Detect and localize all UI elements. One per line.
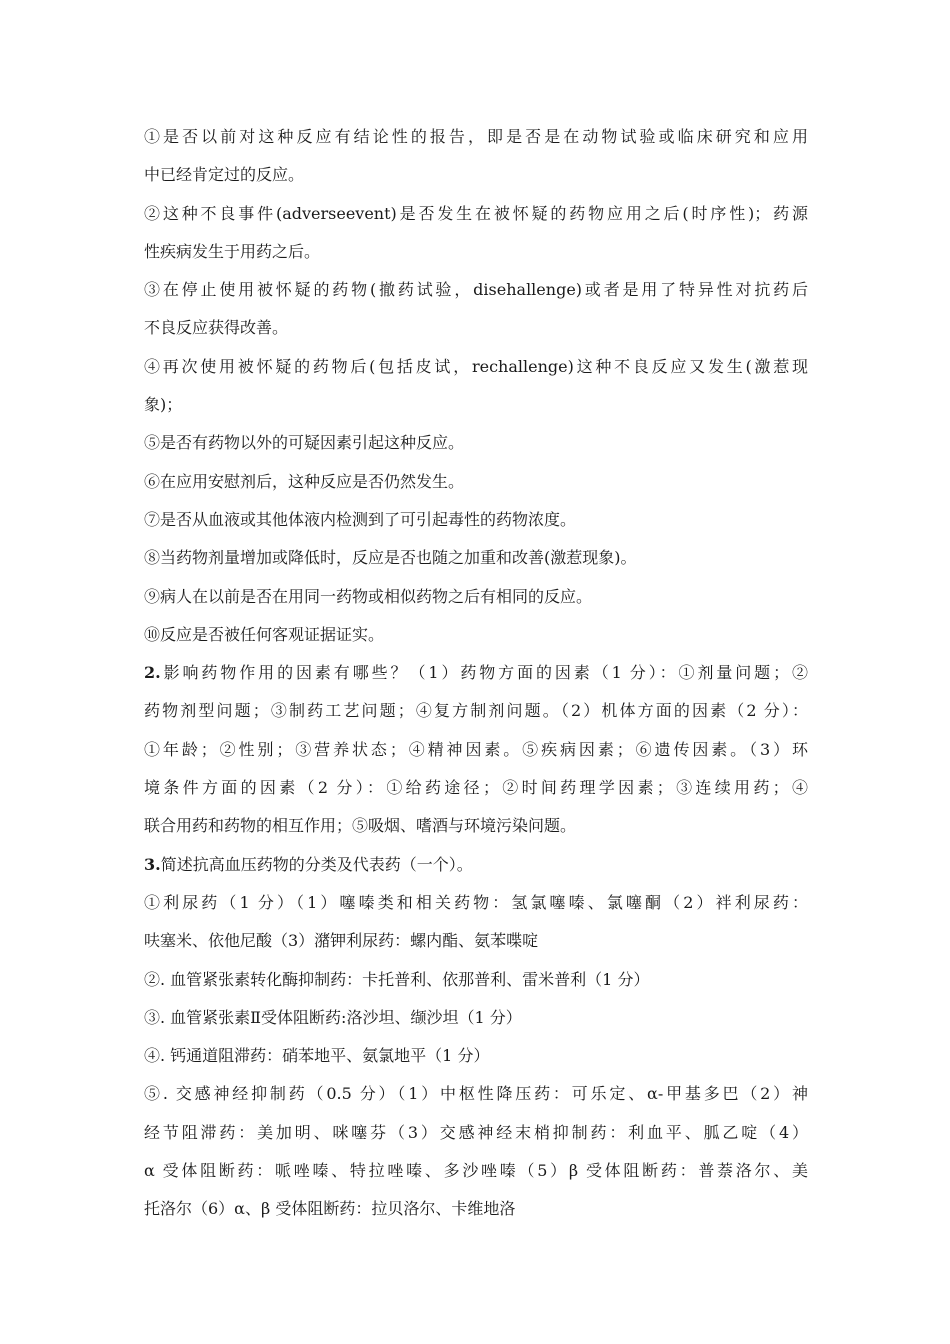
sympatholytics-line-3: α 受体阻断药：哌唑嗪、特拉唑嗪、多沙唑嗪（5）β 受体阻断药：普萘洛尔、美 bbox=[144, 1161, 808, 1181]
criterion-8: ⑧当药物剂量增加或降低时，反应是否也随之加重和改善(激惹现象)。 bbox=[144, 548, 637, 568]
criterion-4-line-2: 象)； bbox=[144, 395, 183, 415]
criterion-4-line-1: ④再次使用被怀疑的药物后(包括皮试，rechallenge)这种不良反应又发生(激惹现 bbox=[144, 356, 808, 376]
sympatholytics-line-2: 经节阻滞药：美加明、咪噻芬（3）交感神经末梢抑制药：利血平、胍乙啶（4） bbox=[144, 1122, 808, 1142]
ccb-line: ④. 钙通道阻滞药：硝苯地平、氨氯地平（1 分） bbox=[144, 1046, 490, 1066]
question-2-line-2: 药物剂型问题；③制药工艺问题；④复方制剂问题。（2）机体方面的因素（2 分）： bbox=[144, 701, 808, 721]
document-page bbox=[144, 118, 808, 1229]
question-2-line-3: ①年龄；②性别；③营养状态；④精神因素。⑤疾病因素；⑥遗传因素。（3）环 bbox=[144, 739, 808, 759]
criterion-5: ⑤是否有药物以外的可疑因素引起这种反应。 bbox=[144, 433, 465, 453]
question-3-number: 3. bbox=[144, 854, 161, 874]
criterion-3-line-2: 不良反应获得改善。 bbox=[144, 318, 289, 338]
question-2-number: 2. bbox=[144, 663, 161, 683]
question-2-line-1 bbox=[144, 654, 808, 692]
question-2-text: 影响药物作用的因素有哪些？（1）药物方面的因素（1 分）：①剂量问题；② bbox=[160, 663, 808, 683]
criterion-1-line-1: ①是否以前对这种反应有结论性的报告，即是否是在动物试验或临床研究和应用 bbox=[144, 127, 808, 146]
criterion-2-line-2: 性疾病发生于用药之后。 bbox=[144, 241, 321, 261]
sympatholytics-line-1: ⑤. 交感神经抑制药（0.5 分）（1）中枢性降压药：可乐定、α-甲基多巴（2）神 bbox=[144, 1084, 808, 1104]
diuretics-line-2: 呋塞米、依他尼酸（3）潴钾利尿药：螺内酯、氨苯喋啶 bbox=[144, 931, 539, 951]
criterion-9: ⑨病人在以前是否在用同一药物或相似药物之后有相同的反应。 bbox=[144, 586, 593, 606]
question-3-title bbox=[144, 846, 808, 884]
question-3-title-text: 简述抗高血压药物的分类及代表药（一个）。 bbox=[160, 854, 473, 874]
diuretics-line-1: ①利尿药（1 分）（1）噻嗪类和相关药物：氢氯噻嗪、氯噻酮（2）袢利尿药： bbox=[144, 892, 808, 912]
arb-line: ③. 血管紧张素Ⅱ受体阻断药:洛沙坦、缬沙坦（1 分） bbox=[144, 1007, 522, 1027]
question-2-line-5: 联合用药和药物的相互作用；⑤吸烟、嗜酒与环境污染问题。 bbox=[144, 816, 577, 836]
criterion-6: ⑥在应用安慰剂后，这种反应是否仍然发生。 bbox=[144, 471, 465, 491]
question-2-line-4: 境条件方面的因素（2 分）：①给药途径；②时间药理学因素；③连续用药；④ bbox=[144, 778, 808, 798]
criterion-1-line-2: 中已经肯定过的反应。 bbox=[144, 165, 305, 185]
criterion-2-line-1: ②这种不良事件(adverseevent)是否发生在被怀疑的药物应用之后(时序性)；药源 bbox=[144, 203, 808, 223]
sympatholytics-line-4: 托洛尔（6）α、β 受体阻断药：拉贝洛尔、卡维地洛 bbox=[144, 1199, 516, 1219]
criterion-7: ⑦是否从血液或其他体液内检测到了可引起毒性的药物浓度。 bbox=[144, 509, 577, 529]
criterion-3-line-1: ③在停止使用被怀疑的药物(撤药试验，disehallenge)或者是用了特异性对抗药后 bbox=[144, 280, 808, 300]
ace-inhibitors-line: ②. 血管紧张素转化酶抑制药：卡托普利、依那普利、雷米普利（1 分） bbox=[144, 969, 650, 989]
criterion-10: ⑩反应是否被任何客观证据证实。 bbox=[144, 624, 385, 644]
